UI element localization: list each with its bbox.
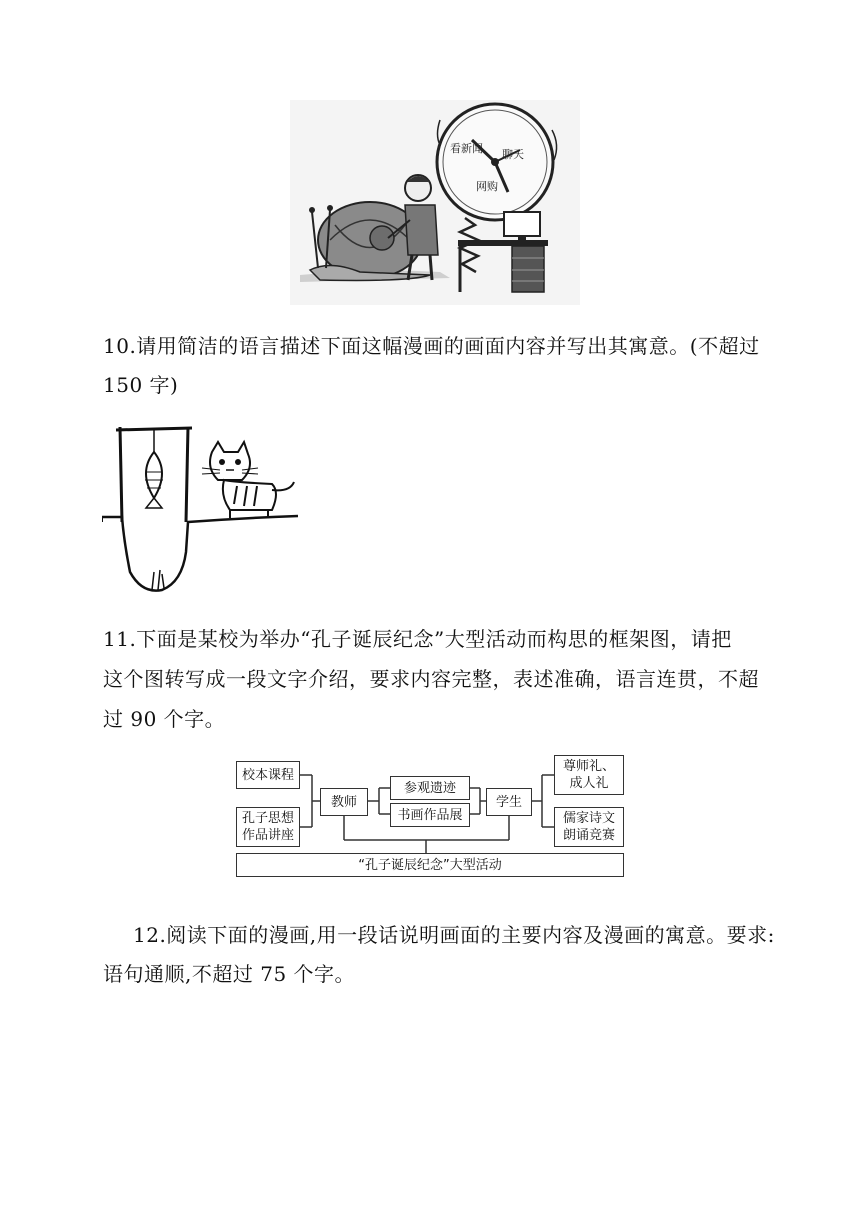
- box-school-curriculum: [236, 761, 300, 789]
- box-main-event: [236, 853, 624, 877]
- box-recitation-contest-line2: 朗诵竞赛: [562, 828, 615, 843]
- box-teacher: [320, 788, 368, 816]
- box-teacher-label: 教师: [330, 794, 357, 810]
- clock-label-chat: 聊天: [502, 148, 524, 161]
- box-confucius-lecture-line2: 作品讲座: [241, 828, 294, 843]
- box-recitation-contest-line1: 儒家诗文: [562, 811, 615, 826]
- clock-label-news: 看新闻: [450, 142, 483, 155]
- box-main-event-label: “孔子诞辰纪念”大型活动: [358, 857, 502, 873]
- cartoon-snail-clock: [290, 100, 580, 305]
- box-ceremony: [554, 755, 624, 795]
- question-10-line2: 150 字): [103, 373, 179, 397]
- question-11-line2: 这个图转写成一段文字介绍，要求内容完整，表述准确，语言连贯，不超: [103, 667, 759, 691]
- box-confucius-lecture-line1: 孔子思想: [241, 811, 294, 826]
- box-student: [486, 788, 532, 816]
- question-11-line3: 过 90 个字。: [103, 707, 226, 731]
- box-visit-relics-label: 参观遗迹: [403, 780, 456, 796]
- question-12-line2: 语句通顺,不超过 75 个字。: [103, 962, 356, 986]
- box-calligraphy-exhibit: [390, 803, 470, 827]
- box-ceremony-line1: 尊师礼、: [562, 759, 615, 774]
- question-10-line1: 10.请用简洁的语言描述下面这幅漫画的画面内容并写出其寓意。(不超过: [103, 334, 760, 358]
- framework-diagram: [234, 750, 626, 880]
- question-12-line1: 12.阅读下面的漫画,用一段话说明画面的主要内容及漫画的寓意。要求:: [133, 923, 775, 947]
- box-visit-relics: [390, 776, 470, 800]
- cartoon-cat-fish: [102, 422, 298, 597]
- box-school-curriculum-label: 校本课程: [241, 767, 294, 783]
- box-ceremony-line2: 成人礼: [569, 776, 609, 791]
- clock-label-shopping: 网购: [476, 180, 498, 193]
- box-recitation-contest: [554, 807, 624, 847]
- box-student-label: 学生: [495, 794, 522, 810]
- question-11-line1: 11.下面是某校为举办“孔子诞辰纪念”大型活动而构思的框架图，请把: [103, 627, 732, 651]
- box-confucius-lecture: [236, 807, 300, 847]
- box-calligraphy-exhibit-label: 书画作品展: [397, 807, 463, 823]
